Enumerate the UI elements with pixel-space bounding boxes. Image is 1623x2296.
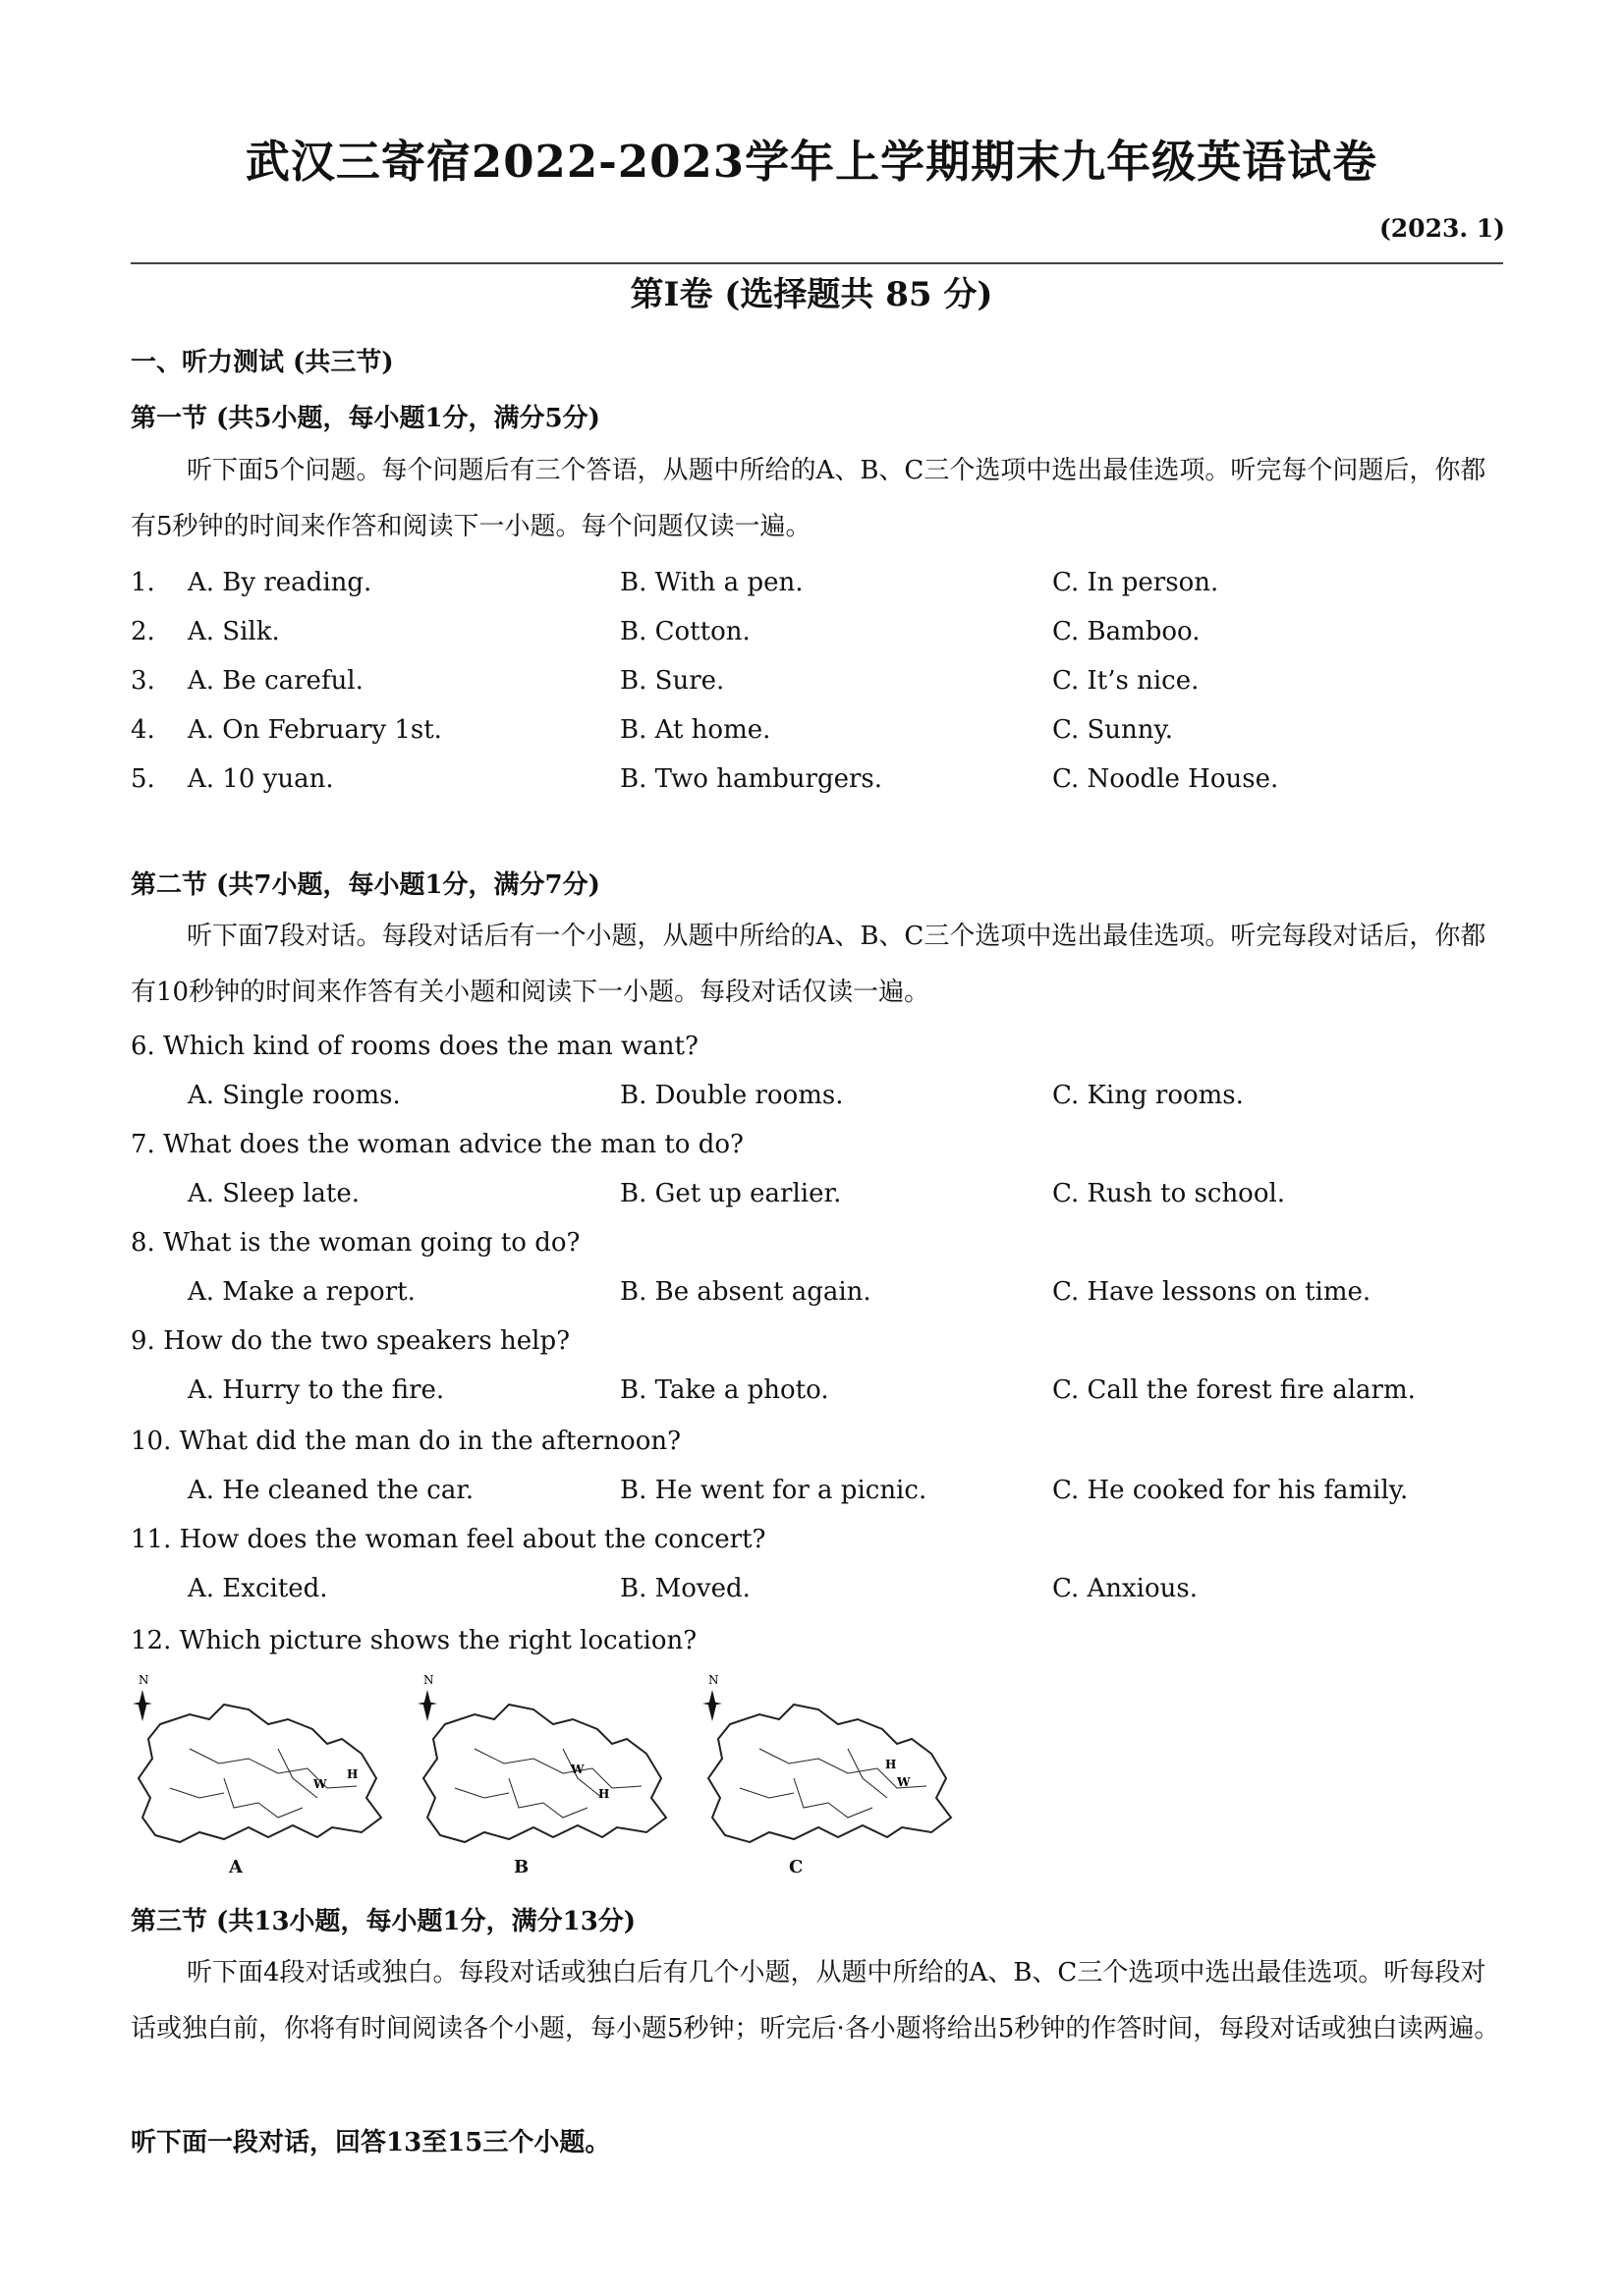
svg-text:H: H xyxy=(885,1758,897,1771)
svg-text:W: W xyxy=(897,1775,911,1789)
exam-date: (2023. 1) xyxy=(1378,214,1505,243)
option-a: A. Sleep late. xyxy=(188,1179,361,1208)
option-b: B. Be absent again. xyxy=(620,1277,871,1307)
map-label-c: C xyxy=(789,1857,804,1877)
option-c: C. Anxious. xyxy=(1052,1574,1199,1603)
question-text: 9. How do the two speakers help? xyxy=(131,1326,571,1356)
svg-text:N: N xyxy=(139,1673,149,1687)
option-c: C. Noodle House. xyxy=(1052,764,1279,794)
question-options xyxy=(131,1179,1503,1228)
option-a: A. He cleaned the car. xyxy=(188,1476,475,1505)
item-number: 5. xyxy=(131,764,155,794)
section3-instructions: 听下面4段对话或独白。每段对话或独白后有几个小题，从题中所给的A、B、C三个选项中选出最佳选项。听每段对话或独白前，你将有时间阅读各个小题，每小题5秒钟；听完后·各小题将给出5秒钟的作答时间，每段对话或独白读两遍。 xyxy=(131,1958,1500,2044)
option-a: A. Excited. xyxy=(188,1574,328,1603)
question-options xyxy=(131,1081,1503,1130)
item-number: 2. xyxy=(131,617,155,646)
section1-item xyxy=(131,715,1503,764)
svg-text:N: N xyxy=(708,1673,719,1687)
svg-text:H: H xyxy=(598,1787,610,1801)
question-text: 8. What is the woman going to do? xyxy=(131,1228,581,1258)
section3-heading: 第三节 (共13小题，每小题1分，满分13分) xyxy=(131,1907,637,1936)
part-heading: 一、听力测试 (共三节) xyxy=(131,348,394,377)
question-options xyxy=(131,1375,1503,1425)
section1-instructions: 听下面5个问题。每个问题后有三个答语，从题中所给的A、B、C三个选项中选出最佳选项。听完每个问题后，你都有5秒钟的时间来作答和阅读下一小题。每个问题仅读一遍。 xyxy=(131,456,1486,541)
option-a: A. Be careful. xyxy=(188,666,364,696)
section1-item xyxy=(131,568,1503,617)
section2-heading: 第二节 (共7小题，每小题1分，满分7分) xyxy=(131,870,600,900)
option-b: B. Moved. xyxy=(620,1574,751,1603)
option-c: C. Bamboo. xyxy=(1052,617,1201,646)
option-b: B. Take a photo. xyxy=(620,1375,829,1405)
option-a: A. Single rooms. xyxy=(188,1081,401,1110)
svg-text:H: H xyxy=(347,1767,359,1781)
question-options xyxy=(131,1476,1503,1525)
volume-heading: 第Ⅰ卷 (选择题共 85 分) xyxy=(630,275,993,314)
section2-instructions: 听下面7段对话。每段对话后有一个小题，从题中所给的A、B、C三个选项中选出最佳选项。听完每段对话后，你都有10秒钟的时间来作答有关小题和阅读下一小题。每段对话仅读一遍。 xyxy=(131,922,1486,1007)
option-c: C. Sunny. xyxy=(1052,715,1174,745)
header-divider xyxy=(131,262,1503,264)
section1-item xyxy=(131,617,1503,666)
option-b: B. He went for a picnic. xyxy=(620,1476,927,1505)
option-a: A. On February 1st. xyxy=(188,715,442,745)
option-a: A. Silk. xyxy=(188,617,280,646)
question-options xyxy=(131,1277,1503,1326)
question-text: 6. Which kind of rooms does the man want? xyxy=(131,1032,699,1061)
question-text: 11. How does the woman feel about the concert? xyxy=(131,1525,766,1554)
option-c: C. He cooked for his family. xyxy=(1052,1476,1409,1505)
question-text: 10. What did the man do in the afternoon? xyxy=(131,1427,682,1456)
option-b: B. Double rooms. xyxy=(620,1081,844,1110)
option-b: B. Two hamburgers. xyxy=(620,764,883,794)
exam-title: 武汉三寄宿2022-2023学年上学期期末九年级英语试卷 xyxy=(245,136,1378,188)
item-number: 3. xyxy=(131,666,155,696)
option-b: B. Cotton. xyxy=(620,617,751,646)
map-option-a xyxy=(131,1670,396,1886)
option-c: C. King rooms. xyxy=(1052,1081,1244,1110)
item-number: 1. xyxy=(131,568,155,597)
option-b: B. Get up earlier. xyxy=(620,1179,842,1208)
option-a: A. By reading. xyxy=(188,568,372,597)
section1-item xyxy=(131,666,1503,715)
svg-text:N: N xyxy=(423,1673,434,1687)
section1-item xyxy=(131,764,1503,813)
map-option-c xyxy=(700,1670,966,1886)
question-options xyxy=(131,1574,1503,1623)
option-b: B. At home. xyxy=(620,715,771,745)
svg-text:W: W xyxy=(571,1763,585,1776)
option-c: C. In person. xyxy=(1052,568,1219,597)
option-a: A. Hurry to the fire. xyxy=(188,1375,445,1405)
option-c: C. Rush to school. xyxy=(1052,1179,1286,1208)
option-b: B. Sure. xyxy=(620,666,725,696)
question-12: 12. Which picture shows the right location? xyxy=(131,1626,698,1655)
map-label-b: B xyxy=(514,1857,530,1877)
hubei-map-a-icon xyxy=(131,1670,396,1886)
map-options xyxy=(131,1670,1015,1886)
hubei-map-c-icon xyxy=(700,1670,966,1886)
svg-text:W: W xyxy=(313,1777,327,1791)
question-text: 7. What does the woman advice the man to do? xyxy=(131,1130,744,1159)
map-label-a: A xyxy=(229,1857,243,1877)
option-c: C. Have lessons on time. xyxy=(1052,1277,1371,1307)
item-number: 4. xyxy=(131,715,155,745)
option-b: B. With a pen. xyxy=(620,568,804,597)
option-c: C. It’s nice. xyxy=(1052,666,1200,696)
map-option-b xyxy=(416,1670,681,1886)
section3-subheading: 听下面一段对话，回答13至15三个小题。 xyxy=(131,2128,611,2157)
option-c: C. Call the forest fire alarm. xyxy=(1052,1375,1416,1405)
option-a: A. Make a report. xyxy=(188,1277,416,1307)
section1-heading: 第一节 (共5小题，每小题1分，满分5分) xyxy=(131,404,600,433)
option-a: A. 10 yuan. xyxy=(188,764,334,794)
hubei-map-b-icon xyxy=(416,1670,681,1886)
